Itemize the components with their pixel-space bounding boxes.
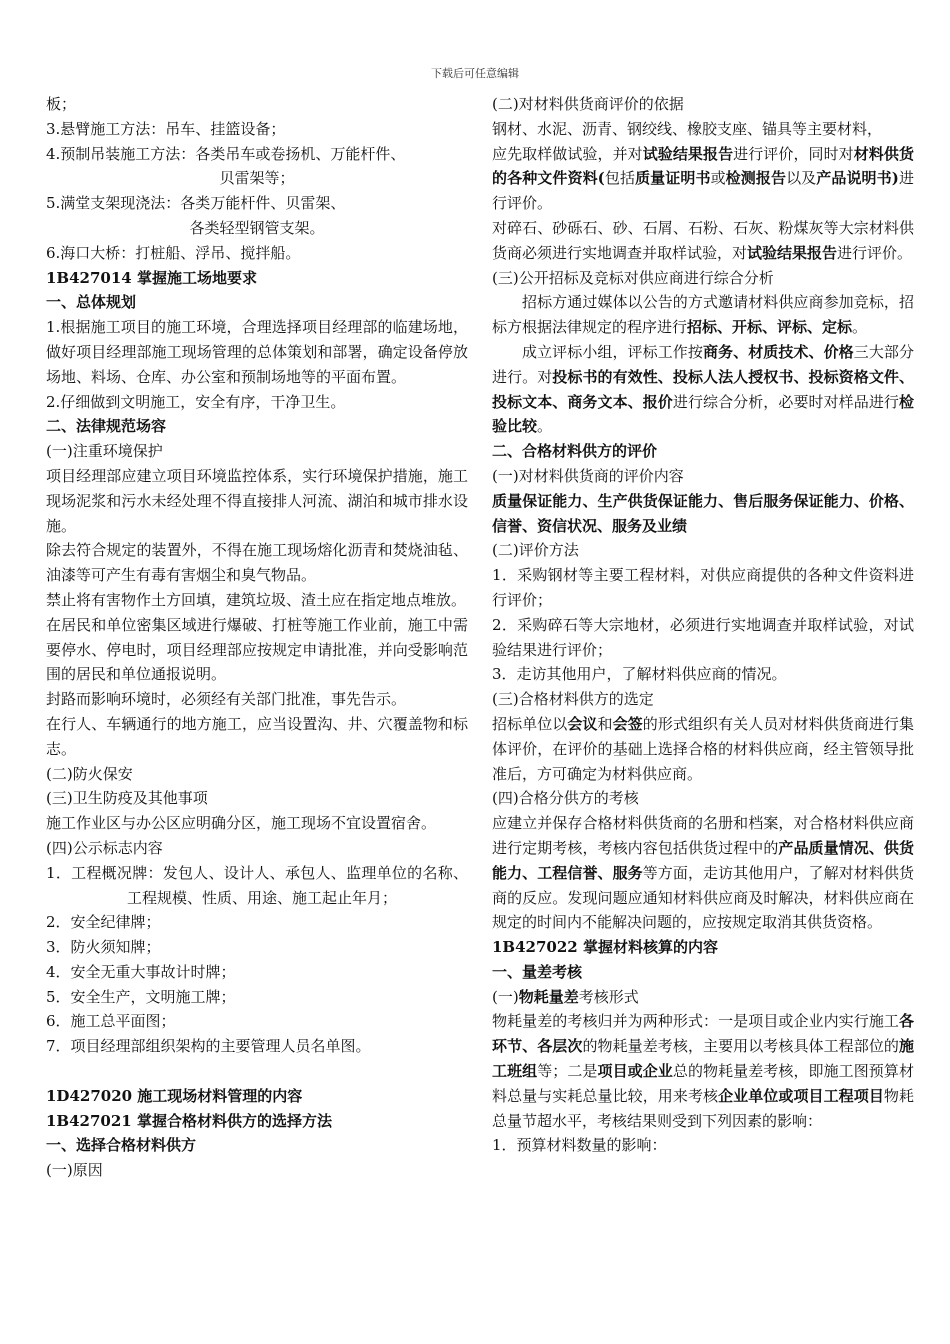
paragraph: 项目经理部应建立项目环境监控体系，实行环境保护措施，施工现场泥浆和污水未经处理不得直接排人河流、湖泊和城市排水设施。 — [46, 466, 468, 535]
paragraph: 1.根据施工项目的施工环境，合理选择项目经理部的临建场地，做好项目经理部施工现场管理的总体策划和部署，确定设备停放场地、料场、仓库、办公室和预制场地等的平面布置。 — [46, 318, 468, 386]
paragraph: 施工作业区与办公区应明确分区，施工现场不宜设置宿舍。 — [46, 814, 437, 833]
subheading: (二)防火保安 — [46, 764, 133, 783]
section-heading: 一、选择合格材料供方 — [46, 1136, 197, 1155]
section-heading: 二、法律规范场容 — [46, 417, 167, 436]
paragraph: 贝雷架等； — [219, 169, 295, 188]
section-heading: 1D427020 施工现场材料管理的内容 — [46, 1086, 303, 1105]
paragraph: 在居民和单位密集区域进行爆破、打桩等施工作业前，施工中需要停水、停电时，项目经理部应按规定申请批准，并向受影响范围的居民和单位通报说明。 — [46, 615, 468, 684]
paragraph: 5.满堂支架现浇法：各类万能杆件、贝雷架、 — [46, 194, 346, 213]
section-heading: 1B427014 掌握施工场地要求 — [46, 268, 257, 287]
list-item: 5．安全生产，文明施工牌； — [46, 987, 236, 1006]
subheading: (一)原因 — [46, 1161, 103, 1180]
subheading: (一)注重环境保护 — [46, 442, 163, 461]
list-item: 1．采购钢材等主要工程材料，对供应商提供的各种文件资料进行评价； — [492, 566, 914, 609]
paragraph: 招标方通过媒体以公告的方式邀请材料供应商参加竞标，招标方根据法律规定的程序进行招标、开标、评标、定标。 — [492, 293, 914, 337]
paragraph: 4.预制吊装施工方法：各类吊车或卷扬机、万能杆件、 — [46, 144, 406, 163]
paragraph: 3.悬臂施工方法：吊车、挂篮设备； — [46, 119, 286, 138]
left-column — [46, 92, 468, 1183]
right-column — [492, 92, 914, 1158]
subheading: (二)对材料供货商评价的依据 — [492, 95, 684, 113]
subheading: (一)对材料供货商的评价内容 — [492, 466, 684, 485]
paragraph: 钢材、水泥、沥青、钢绞线、橡胶支座、锚具等主要材料， — [492, 119, 883, 138]
list-item: 1．工程概况牌：发包人、设计人、承包人、监理单位的名称、工程规模、性质、用途、施工起止年月； — [46, 863, 468, 907]
paragraph: 应先取样做试验，并对试验结果报告进行评价，同时对材料供货的各种文件资料(包括质量证明书或检测报告以及产品说明书)进行评价。 — [492, 144, 914, 213]
paragraph: 对碎石、砂砾石、砂、石屑、石粉、石灰、粉煤灰等大宗材料供货商必须进行实地调查并取样试验，对试验结果报告进行评价。 — [492, 218, 914, 262]
subheading: (三)卫生防疫及其他事项 — [46, 789, 208, 808]
list-item: 6．施工总平面图； — [46, 1012, 176, 1031]
list-item: 2．采购碎石等大宗地材，必须进行实地调查并取样试验，对试验结果进行评价； — [492, 615, 914, 659]
list-item: 4．安全无重大事故计时牌； — [46, 962, 236, 981]
section-heading: 1B427021 掌握合格材料供方的选择方法 — [46, 1111, 332, 1130]
paragraph: 2.仔细做到文明施工，安全有序，干净卫生。 — [46, 392, 346, 411]
paragraph: 成立评标小组，评标工作按商务、材质技术、价格三大部分进行。对投标书的有效性、投标人法人授权书、投标资格文件、投标文本、商务文本、报价进行综合分析，必要时对样品进行检验比较。 — [492, 342, 914, 436]
subheading: (二)评价方法 — [492, 541, 579, 560]
paragraph: 各类轻型钢管支架。 — [189, 218, 325, 237]
subheading: (一)物耗量差考核形式 — [492, 987, 639, 1006]
paragraph: 6.海口大桥：打桩船、浮吊、搅拌船。 — [46, 243, 301, 262]
section-heading: 一、总体规划 — [46, 293, 137, 312]
paragraph: 板； — [46, 95, 77, 113]
subheading: (四)合格分供方的考核 — [492, 789, 639, 808]
paragraph: 应建立并保存合格材料供货商的名册和档案，对合格材料供应商进行定期考核，考核内容包括供货过程中的产品质量情况、供货能力、工程信誉、服务等方面，走访其他用户，了解对材料供货商的反应。发现问题应通知材料供应商及时解决，材料供应商在规定的时间内不能解决问题的，应按规定取消其供货资格。 — [492, 814, 914, 932]
paragraph: 除去符合规定的装置外，不得在施工现场熔化沥青和焚烧油毡、油漆等可产生有毒有害烟尘和臭气物品。 — [46, 541, 468, 585]
paragraph: 禁止将有害物作土方回填，建筑垃圾、渣土应在指定地点堆放。 — [46, 590, 467, 609]
list-item: 7．项目经理部组织架构的主要管理人员名单图。 — [46, 1037, 371, 1056]
paragraph: 质量保证能力、生产供货保证能力、售后服务保证能力、价格、信誉、资信状况、服务及业绩 — [492, 491, 914, 535]
paragraph: 在行人、车辆通行的地方施工，应当设置沟、井、穴覆盖物和标志。 — [46, 714, 468, 758]
section-heading: 1B427022 掌握材料核算的内容 — [492, 938, 718, 957]
list-item: 3．防火须知牌； — [46, 938, 161, 957]
list-item: 3．走访其他用户，了解材料供应商的情况。 — [492, 665, 787, 684]
subheading: (四)公示标志内容 — [46, 838, 163, 857]
list-item: 1．预算材料数量的影响： — [492, 1136, 667, 1155]
page-header: 下载后可任意编辑 — [431, 67, 519, 80]
paragraph: 招标单位以会议和会签的形式组织有关人员对材料供货商进行集体评价，在评价的基础上选择合格的材料供应商，经主管领导批准后，方可确定为材料供应商。 — [492, 714, 914, 783]
paragraph: 封路而影响环境时，必须经有关部门批准，事先告示。 — [46, 690, 407, 709]
subheading: (三)合格材料供方的选定 — [492, 690, 654, 709]
section-heading: 二、合格材料供方的评价 — [492, 442, 658, 461]
subheading: (三)公开招标及竞标对供应商进行综合分析 — [492, 268, 774, 287]
section-heading: 一、量差考核 — [492, 962, 583, 981]
list-item: 2．安全纪律牌； — [46, 913, 161, 932]
paragraph: 物耗量差的考核归并为两种形式：一是项目或企业内实行施工各环节、各层次的物耗量差考核，主要用以考核具体工程部位的施工班组等；二是项目或企业总的物耗量差考核，即施工图预算材料总量与实耗总量比较，用来考核企业单位或项目工程项目物耗总量节超水平，考核结果则受到下列因素的影响： — [492, 1012, 914, 1130]
